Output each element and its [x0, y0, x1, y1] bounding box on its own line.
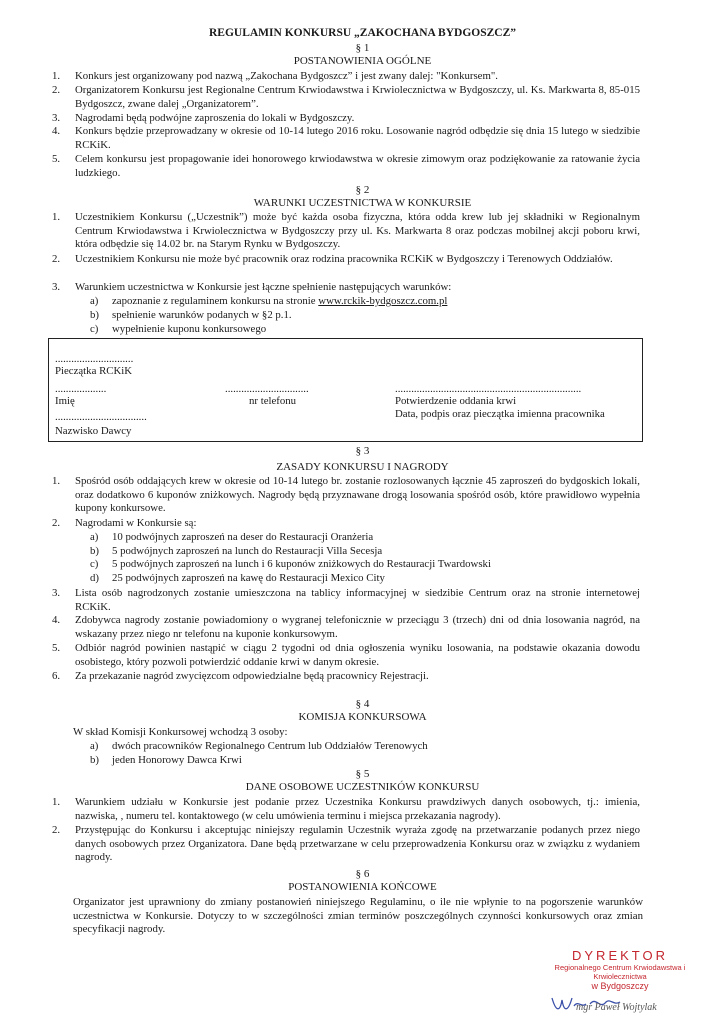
- section-number: § 3: [355, 445, 370, 457]
- confirm-sublabel: Data, podpis oraz pieczątka imienna pracownika: [395, 408, 605, 420]
- list-item: 2. Nagrodami w Konkursie są:: [52, 517, 197, 529]
- list-item: 2. Organizatorem Konkursu jest Regionalne Centrum Krwiodawstwa i Krwiolecznictwa w Bydgoszczy, ul. Ks. Markwarta 8, 85-015 Bydgoszcz, zwane dalej „Organizatorem”.: [52, 84, 640, 110]
- surname-dots: ..................................: [55, 411, 147, 423]
- section-number: § 4: [355, 698, 370, 710]
- final-provisions-text: Organizator jest uprawniony do zmiany postanowień niniejszego Regulaminu, o ile nie wpłynie to na pogorszenie warunków uczestnictwa w Konkursie. Dotyczy to w szczególności zmian terminów poszczególnych czynności konkursowych oraz zmian specyfikacji nagrody.: [73, 896, 643, 936]
- sub-item: d) 25 podwójnych zaproszeń na kawę do Restauracji Mexico City: [90, 572, 385, 584]
- rules-link[interactable]: www.rckik-bydgoszcz.com.pl: [318, 295, 448, 307]
- sub-item: c) 5 podwójnych zaproszeń na lunch i 6 kuponów zniżkowych do Restauracji Twardowski: [90, 558, 491, 570]
- list-item: 5. Odbiór nagród powinien nastąpić w ciągu 2 tygodni od dnia ogłoszenia wyniku losowania, na podstawie okazania dowodu osobistego, który pozwoli potwierdzić oddanie krwi w danym okresie.: [52, 642, 640, 668]
- confirm-dots: .....................................................................: [395, 383, 582, 395]
- list-item: 3. Lista osób nagrodzonych zostanie umieszczona na tablicy informacyjnej w siedzibie Centrum oraz na stronie internetowej RCKiK.: [52, 587, 640, 613]
- list-item: 4. Zdobywca nagrody zostanie powiadomiony o wygranej telefonicznie w przeciągu 3 (trzech) dni od dnia losowania nagród, na wskazany przez niego nr telefonu na kuponie konkursowym.: [52, 614, 640, 640]
- list-item: 3. Warunkiem uczestnictwa w Konkursie jest łączne spełnienie następujących warunków:: [52, 281, 452, 293]
- name-dots: ...................: [55, 383, 107, 395]
- stamp-city: w Bydgoszczy: [591, 981, 649, 991]
- signer-name: mgr Paweł Wojtylak: [576, 1002, 657, 1013]
- section-number: § 5: [355, 768, 370, 780]
- phone-label: nr telefonu: [249, 395, 297, 407]
- section-6-header: [0, 868, 725, 894]
- stamp-label: Pieczątka RCKiK: [55, 365, 133, 377]
- section-5-header: [0, 768, 725, 794]
- sub-item: a) dwóch pracowników Regionalnego Centrum lub Oddziałów Terenowych: [90, 740, 428, 752]
- section-number: § 2: [355, 184, 370, 196]
- sub-item: b) 5 podwójnych zaproszeń na lunch do Restauracji Villa Secesja: [90, 545, 383, 557]
- surname-label: Nazwisko Dawcy: [55, 425, 132, 437]
- committee-intro: W skład Komisji Konkursowej wchodzą 3 osoby:: [73, 726, 288, 738]
- section-number: § 6: [355, 868, 370, 880]
- section-2-header: [0, 184, 725, 210]
- list-item: 5. Celem konkursu jest propagowanie idei honorowego krwiodawstwa w okresie zimowym oraz podziękowanie za ratowanie życia ludzkiego.: [52, 153, 640, 179]
- director-stamp: [530, 948, 710, 991]
- name-label: Imię: [55, 395, 75, 407]
- section-number: § 1: [355, 42, 370, 54]
- stamp-title: DYREKTOR: [572, 948, 668, 963]
- coupon-form: [48, 338, 643, 442]
- document-title: REGULAMIN KONKURSU „ZAKOCHANA BYDGOSZCZ”: [208, 27, 517, 39]
- phone-dots: ...............................: [225, 383, 309, 395]
- sub-item: a) zapoznanie z regulaminem konkursu na stronie www.rckik-bydgoszcz.com.pl: [90, 295, 448, 307]
- sub-item: b) spełnienie warunków podanych w §2 p.1.: [90, 309, 292, 321]
- section-3-header: [0, 445, 725, 474]
- list-item: 2. Uczestnikiem Konkursu nie może być pracownik oraz rodzina pracownika RCKiK w Bydgoszczy i Terenowych Oddziałów.: [52, 253, 613, 265]
- stamp-dots: .............................: [55, 353, 134, 365]
- signature: [548, 990, 657, 1023]
- section-heading: WARUNKI UCZESTNICTWA W KONKURSIE: [253, 197, 472, 209]
- list-item: 6. Za przekazanie nagród zwycięzcom odpowiedzialne będą pracownicy Rejestracji.: [52, 670, 429, 682]
- stamp-org: Regionalnego Centrum Krwiodawstwa i Krwiolecznictwa: [554, 963, 686, 981]
- list-item: 2. Przystępując do Konkursu i akceptując niniejszy regulamin Uczestnik wyraża zgodę na przetwarzanie podanych przez niego danych osobowych przez Organizatora. Dane będą przetwarzane w celu przeprowadzenia Konkursu oraz w związku z wydaniem nagrody.: [52, 824, 640, 864]
- list-item: 1. Uczestnikiem Konkursu („Uczestnik”) może być każda osoba fizyczna, która odda krew lub jej składniki w Regionalnym Centrum Krwiodawstwa i Krwiolecznictwa w Bydgoszczy przy ul. Ks. Markwarta 8 oraz podczas mobilnej akcji poboru krwi, która odbędzie się 14.02 br. na Starym Rynku w Bydgoszczy.: [52, 211, 640, 251]
- section-heading: POSTANOWIENIA OGÓLNE: [293, 55, 432, 67]
- list-item: 1. Spośród osób oddających krew w okresie od 10-14 lutego br. zostanie rozlosowanych łącznie 45 zaproszeń do bydgoskich lokali, oraz dodatkowo 6 kuponów zniżkowych. Nagrody będą przyznawane drogą losowania spośród osób, które prawidłowo wypełnia kupony konkursowe.: [52, 475, 640, 515]
- list-item: 4. Konkurs będzie przeprowadzany w okresie od 10-14 lutego 2016 roku. Losowanie nagród odbędzie się dnia 15 lutego w siedzibie RCKiK.: [52, 125, 640, 151]
- section-heading: KOMISJA KONKURSOWA: [298, 711, 427, 723]
- sub-item: b) jeden Honorowy Dawca Krwi: [90, 754, 242, 766]
- list-item: 1. Warunkiem udziału w Konkursie jest podanie przez Uczestnika Konkursu prawdziwych danych osobowych, tj.: imienia, nazwiska, , numeru tel. kontaktowego (w celu umówienia terminu i miejsca przekazania nagrody).: [52, 796, 640, 822]
- section-heading: ZASADY KONKURSU I NAGRODY: [276, 461, 449, 473]
- list-item: 3. Nagrodami będą podwójne zaproszenia do lokali w Bydgoszczy.: [52, 112, 355, 124]
- section-heading: POSTANOWIENIA KOŃCOWE: [288, 881, 437, 893]
- sub-item: c) wypełnienie kuponu konkursowego: [90, 323, 267, 335]
- sub-item: a) 10 podwójnych zaproszeń na deser do Restauracji Oranżeria: [90, 531, 374, 543]
- list-item: 1. Konkurs jest organizowany pod nazwą „Zakochana Bydgoszcz” i jest zwany dalej: "Konkursem".: [52, 70, 498, 82]
- section-4-header: [0, 698, 725, 724]
- section-1-header: [0, 42, 725, 68]
- confirm-label: Potwierdzenie oddania krwi: [395, 395, 517, 407]
- section-heading: DANE OSOBOWE UCZESTNIKÓW KONKURSU: [245, 781, 480, 793]
